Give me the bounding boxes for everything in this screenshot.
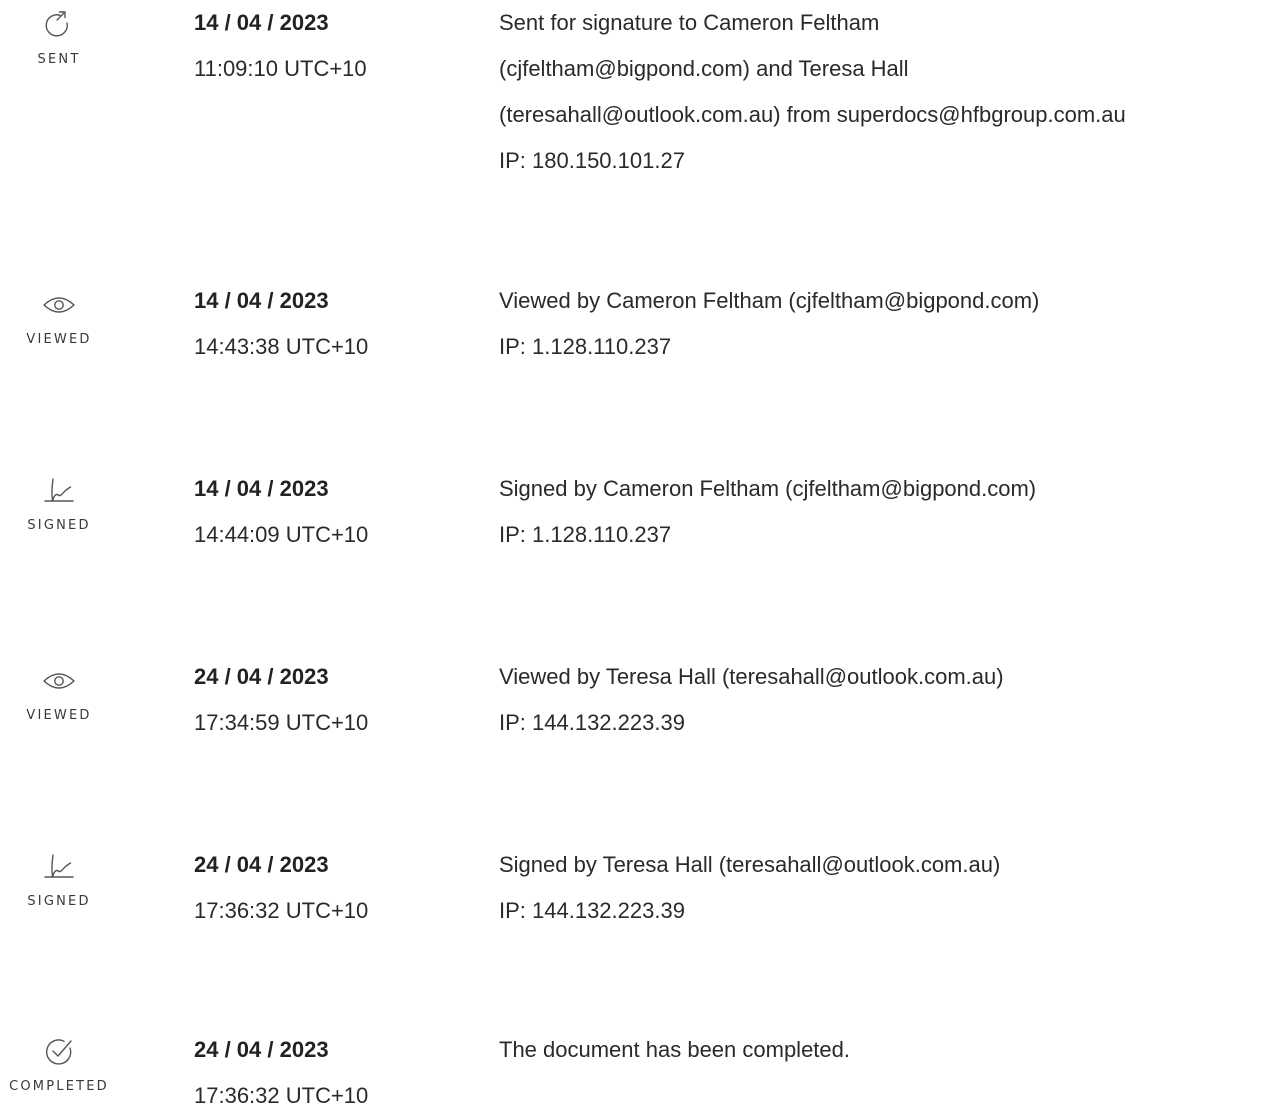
sent-arrow-icon [42,8,76,42]
eye-icon [42,288,76,322]
event-ip-line: IP: 144.132.223.39 [499,710,685,735]
event-description-line: Signed by Teresa Hall (teresahall@outlook.com.au) [499,852,1001,877]
event-type-label: COMPLETED [9,1079,109,1094]
event-icon-block [0,474,118,533]
event-description-line: Viewed by Teresa Hall (teresahall@outlook.com.au) [499,664,1004,689]
event-datetime [194,466,368,558]
event-ip-line: IP: 1.128.110.237 [499,334,672,359]
event-date: 14 / 04 / 2023 [194,10,329,35]
event-description-line: The document has been completed. [499,1037,851,1062]
signature-icon [42,474,76,508]
event-type-label: SIGNED [27,894,91,909]
event-type-label: SENT [37,52,81,67]
event-description-line: Viewed by Cameron Feltham (cjfeltham@bigpond.com) [499,288,1040,313]
event-date: 24 / 04 / 2023 [194,852,329,877]
check-circle-icon [42,1035,76,1069]
event-ip-line: IP: 144.132.223.39 [499,898,685,923]
event-datetime [194,1027,368,1119]
event-time: 17:34:59 UTC+10 [194,710,369,735]
event-icon-block [0,8,118,67]
event-description-line: (cjfeltham@bigpond.com) and Teresa Hall [499,56,909,81]
event-datetime [194,842,368,934]
eye-icon [42,664,76,698]
event-description [499,278,1269,370]
event-icon-block [0,664,118,723]
event-ip-line: IP: 180.150.101.27 [499,148,685,173]
event-time: 14:44:09 UTC+10 [194,522,369,547]
event-date: 14 / 04 / 2023 [194,288,329,313]
event-type-label: VIEWED [26,332,92,347]
event-time: 11:09:10 UTC+10 [194,56,367,81]
event-time: 17:36:32 UTC+10 [194,1083,369,1108]
event-date: 24 / 04 / 2023 [194,664,329,689]
event-time: 17:36:32 UTC+10 [194,898,369,923]
event-icon-block [0,850,118,909]
event-description [499,1027,1269,1073]
event-time: 14:43:38 UTC+10 [194,334,369,359]
event-description [499,0,1269,184]
event-datetime [194,654,368,746]
signature-icon [42,850,76,884]
event-type-label: VIEWED [26,708,92,723]
event-description-line: Signed by Cameron Feltham (cjfeltham@bigpond.com) [499,476,1037,501]
event-icon-block [0,1035,118,1094]
event-datetime [194,0,367,92]
event-description [499,466,1269,558]
event-date: 24 / 04 / 2023 [194,1037,329,1062]
event-type-label: SIGNED [27,518,91,533]
event-description-line: Sent for signature to Cameron Feltham [499,10,880,35]
event-icon-block [0,288,118,347]
event-description [499,654,1269,746]
event-date: 14 / 04 / 2023 [194,476,329,501]
event-datetime [194,278,368,370]
event-description [499,842,1269,934]
event-ip-line: IP: 1.128.110.237 [499,522,672,547]
event-description-line: (teresahall@outlook.com.au) from superdocs@hfbgroup.com.au [499,102,1126,127]
